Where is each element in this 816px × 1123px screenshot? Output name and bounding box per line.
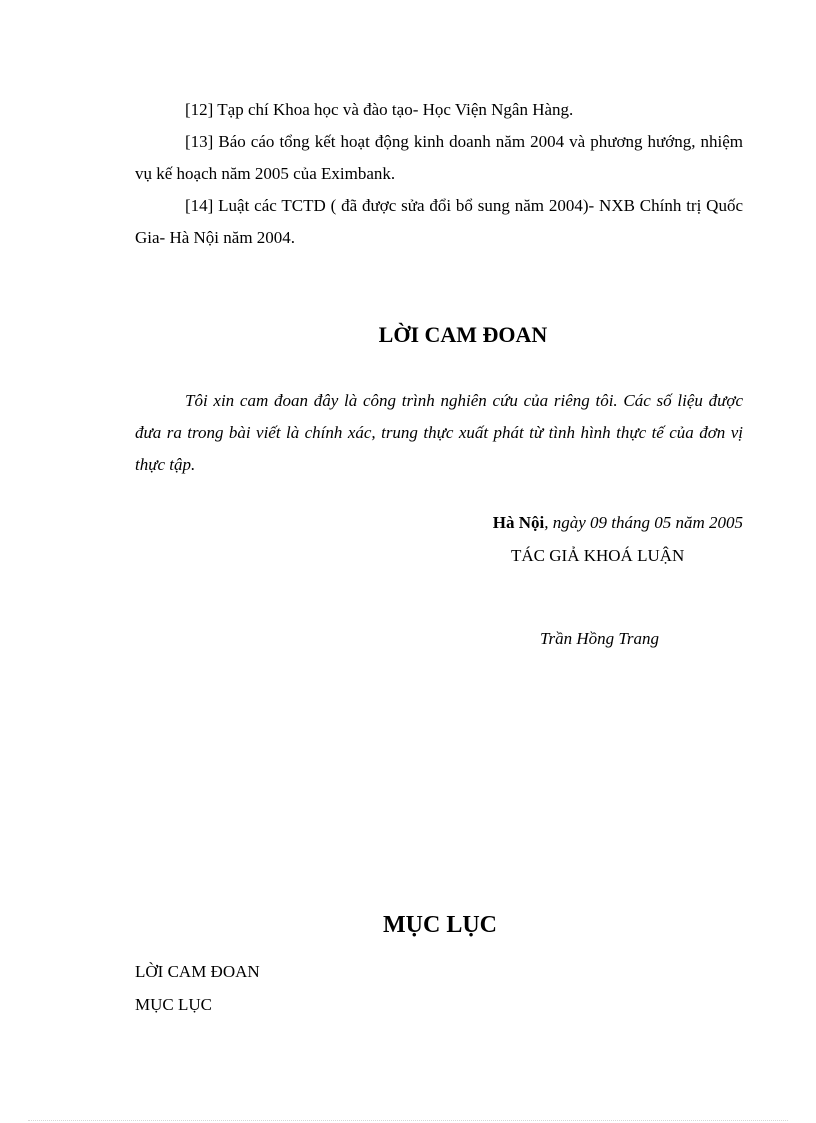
signature-date: , ngày 09 tháng 05 năm 2005 xyxy=(544,513,743,532)
toc-list xyxy=(135,955,535,1021)
toc-heading: MỤC LỤC xyxy=(383,912,497,938)
declaration-statement-block xyxy=(135,385,743,481)
reference-item: [12] Tạp chí Khoa học và đào tạo- Học Viện Ngân Hàng. xyxy=(185,100,574,119)
author-name: Trần Hồng Trang xyxy=(540,629,660,648)
page-bottom-rule xyxy=(28,1120,788,1121)
toc-item[interactable]: MỤC LỤC xyxy=(135,995,212,1014)
reference-item: [14] Luật các TCTD ( đã được sửa đổi bổ sung năm 2004)- NXB Chính trị Quốc Gia- Hà Nội năm 2004. xyxy=(135,196,743,247)
declaration-heading: LỜI CAM ĐOAN xyxy=(378,322,548,347)
declaration-statement: Tôi xin cam đoan đây là công trình nghiên cứu của riêng tôi. Các số liệu được đưa ra trong bài viết là chính xác, trung thực xuất phát từ tình hình thực tế của đơn vị thực tập. xyxy=(135,391,743,474)
toc-item[interactable]: LỜI CAM ĐOAN xyxy=(135,962,260,981)
author-title: TÁC GIẢ KHOÁ LUẬN xyxy=(511,546,685,565)
signature-date-line xyxy=(493,512,743,534)
signature-place: Hà Nội xyxy=(492,513,545,532)
reference-item: [13] Báo cáo tổng kết hoạt động kinh doanh năm 2004 và phương hướng, nhiệm vụ kế hoạch năm 2005 của Eximbank. xyxy=(135,132,743,183)
reference-list xyxy=(135,94,743,254)
